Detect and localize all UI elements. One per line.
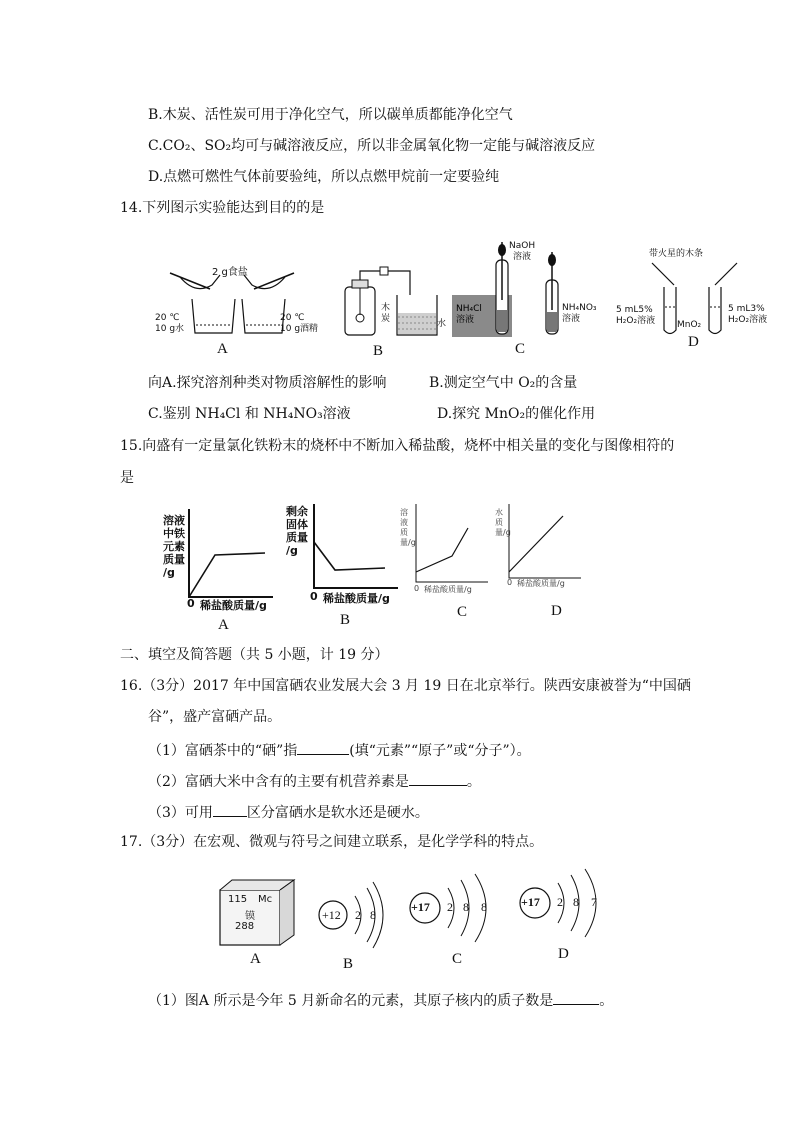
q17-atom-b-shell-1: 2: [355, 908, 361, 922]
q15-d-ylabel: 水质量/g: [495, 508, 511, 537]
q14-option-c: C.鉴别 NH₄Cl 和 NH₄NO₃溶液: [148, 406, 351, 422]
q14-option-d: D.探究 MnO₂的催化作用: [437, 406, 596, 422]
q15-graph-d: [505, 500, 585, 585]
q15-stem-line1: 15.向盛有一定量氯化铁粉末的烧杯中不断加入稀盐酸，烧杯中相关量的变化与图像相符的: [120, 438, 675, 454]
q14-stem: 14.下列图示实验能达到目的的是: [120, 200, 325, 216]
q16-part2-blank[interactable]: [409, 771, 467, 786]
q15-c-letter: C: [457, 604, 468, 620]
q15-b-origin: 0: [310, 590, 318, 603]
q16-part1-blank[interactable]: [297, 740, 349, 755]
q17-element-symbol: Mc: [258, 894, 273, 905]
q17-part1-blank[interactable]: [553, 990, 599, 1005]
q13-option-b: B.木炭、活性炭可用于净化空气，所以碳单质都能净化空气: [148, 107, 513, 123]
q14-a-right-label: 20 ℃ 10 g酒精: [280, 313, 319, 334]
q14-b-letter: B: [373, 343, 384, 359]
q17-stem: 17.（3分）在宏观、微观与符号之间建立联系，是化学学科的特点。: [120, 834, 544, 850]
q14-a-left-label: 20 ℃ 10 g水: [155, 313, 185, 334]
q14-d-left-label: 5 mL5% H₂O₂溶液: [616, 305, 656, 326]
q15-a-xlabel: 稀盐酸质量/g: [200, 599, 267, 612]
q17-atom-d-nucleus: +17: [521, 895, 540, 909]
q17-atom-c-shell-2: 8: [463, 900, 469, 914]
q17-part1: [148, 990, 613, 1010]
q16-part1: [148, 740, 531, 760]
q17-atom-c-nucleus: +17: [411, 900, 430, 914]
q16-part3: [148, 802, 429, 822]
q14-option-b: B.测定空气中 O₂的含量: [429, 375, 578, 391]
q14-b-water-label: 水: [437, 319, 447, 329]
q14-d-letter: D: [688, 334, 699, 350]
q16-part2-text-b: 。: [466, 774, 481, 790]
q17-atom-b-shell-2: 8: [370, 908, 376, 922]
q16-part3-text-a: （3）可用: [148, 805, 213, 821]
q14-c-nh4no3-label: NH₄NO₃ 溶液: [562, 303, 597, 324]
q14-a-letter: A: [217, 341, 228, 357]
q17-letter-d: D: [558, 946, 569, 962]
q15-a-letter: A: [218, 617, 229, 633]
q17-element-name: 镆: [245, 911, 255, 922]
q15-a-origin: 0: [187, 597, 195, 610]
q17-atom-d-shell-2: 8: [573, 895, 579, 909]
q17-atom-c-shell-3: 8: [481, 900, 487, 914]
q17-element-card: [218, 878, 298, 948]
q15-c-origin: 0: [414, 584, 420, 593]
q14-c-letter: C: [515, 341, 526, 357]
q14-c-naoh-label: NaOH 溶液: [509, 241, 536, 262]
q16-part3-text-b: 区分富硒水是软水还是硬水。: [246, 805, 429, 821]
q14-option-a: 向A.探究溶剂种类对物质溶解性的影响: [148, 375, 387, 391]
q17-atom-c-shell-1: 2: [447, 900, 453, 914]
q17-letter-c: C: [452, 951, 463, 967]
q15-c-xlabel: 稀盐酸质量/g: [424, 585, 472, 594]
q15-d-xlabel: 稀盐酸质量/g: [517, 579, 565, 588]
q14-b-charcoal-label: 木 炭: [381, 303, 391, 324]
q15-graph-b: [310, 500, 400, 595]
q16-part2-text-a: （2）富硒大米中含有的主要有机营养素是: [148, 774, 409, 790]
q14-c-nh4cl-label: NH₄Cl 溶液: [456, 304, 482, 325]
q17-atom-d-shell-1: 2: [557, 895, 563, 909]
q17-letter-a: A: [250, 951, 261, 967]
q16-part1-text-a: （1）富硒茶中的“硒”指: [148, 743, 298, 759]
q15-stem-line2: 是: [120, 470, 134, 486]
q17-atom-b-nucleus: +12: [322, 908, 341, 922]
q16-part1-text-b: (填“元素”“原子”或“分子”）。: [349, 743, 531, 759]
q17-atom-d-shell-3: 7: [591, 895, 597, 909]
q15-a-ylabel: 溶液 中铁 元素 质量 /g: [163, 514, 185, 579]
q15-c-ylabel: 溶液质量/g: [400, 508, 416, 547]
q16-part3-blank[interactable]: [213, 802, 247, 817]
q17-letter-b: B: [343, 956, 354, 972]
q13-option-c: C.CO₂、SO₂均可与碱溶液反应，所以非金属氧化物一定能与碱溶液反应: [148, 138, 596, 154]
q14-d-right-label: 5 mL3% H₂O₂溶液: [728, 304, 768, 325]
q17-part1-text-a: （1）图A 所示是今年 5 月新命名的元素，其原子核内的质子数是: [148, 993, 554, 1009]
q15-b-ylabel: 剩余 固体 质量 /g: [286, 505, 308, 557]
q14-d-mno2-label: MnO₂: [677, 320, 702, 330]
q17-part1-text-b: 。: [599, 993, 614, 1009]
q15-d-origin: 0: [507, 578, 513, 587]
q14-a-salt-label: 2 g食盐: [212, 267, 248, 278]
q13-option-d: D.点燃可燃性气体前要验纯，所以点燃甲烷前一定要验纯: [148, 169, 500, 185]
q15-b-xlabel: 稀盐酸质量/g: [323, 592, 390, 605]
q14-d-splint-label: 带火星的木条: [649, 249, 704, 259]
section-2-heading: 二、填空及简答题（共 5 小题，计 19 分）: [120, 647, 389, 663]
q15-graph-a: [185, 505, 275, 605]
q17-element-number: 115: [228, 894, 248, 905]
q15-d-letter: D: [551, 603, 562, 619]
q15-graph-c: [412, 500, 492, 590]
q16-stem-line1: 16.（3分）2017 年中国富硒农业发展大会 3 月 19 日在北京举行。陕西安康被誉为“中国硒: [120, 678, 691, 694]
q15-b-letter: B: [340, 612, 351, 628]
q16-part2: [148, 771, 481, 791]
q17-element-mass: 288: [235, 921, 255, 932]
q16-stem-line2: 谷”，盛产富硒产品。: [148, 709, 282, 725]
